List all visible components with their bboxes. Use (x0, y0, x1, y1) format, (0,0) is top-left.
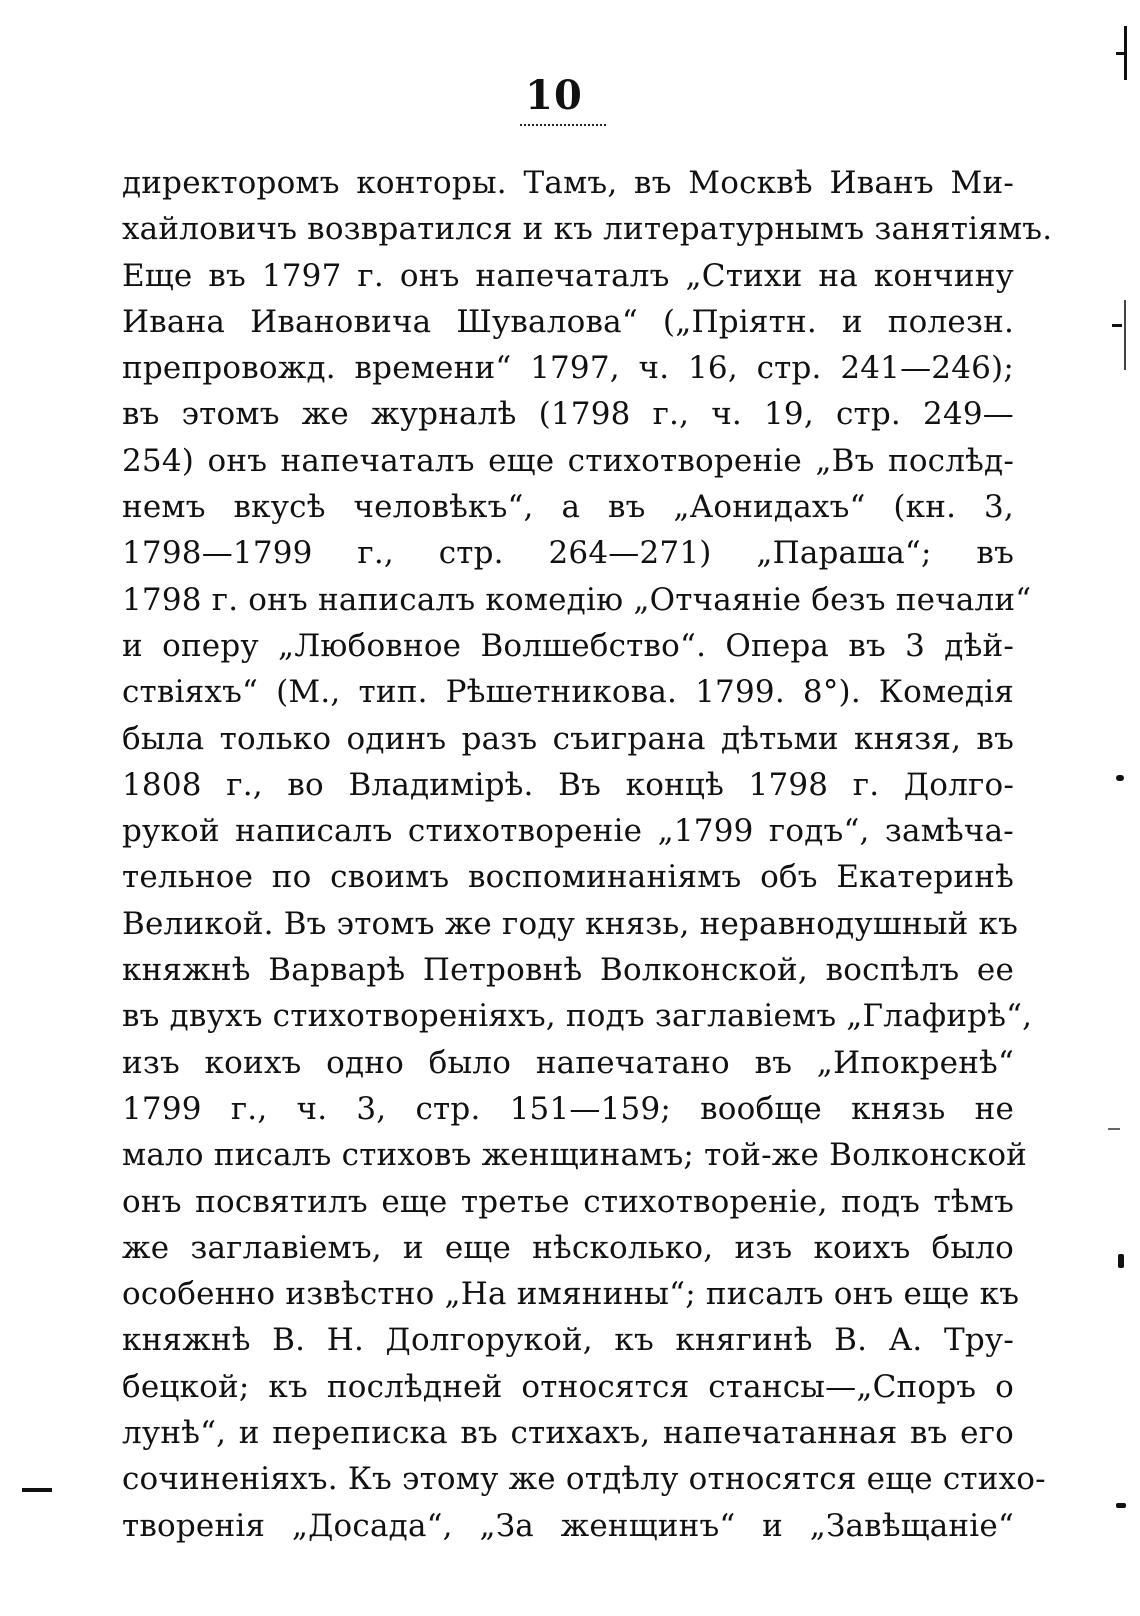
body-text (122, 160, 1053, 1549)
text-line: княжнѣ В. Н. Долгорукой, къ княгинѣ В. А. Тру- (122, 1322, 1014, 1359)
text-line: княжнѣ Варварѣ Петровнѣ Волконской, воспѣлъ ее (122, 952, 1014, 989)
text-line: 1808 г., во Владимірѣ. Въ концѣ 1798 г. Долго- (122, 766, 1014, 803)
text-line: 1798—1799 г., стр. 264—271) „Параша“; въ (122, 535, 1014, 572)
text-line: ствіяхъ“ (М., тип. Рѣшетникова. 1799. 8°). Комедія (122, 674, 1014, 711)
text-line: хайловичъ возвратился и къ литературнымъ занятіямъ. (122, 211, 1053, 248)
scan-mark (1118, 1254, 1124, 1268)
text-line: изъ коихъ одно было напечатано въ „Ипокренѣ“ (122, 1044, 1014, 1081)
scan-mark (22, 1488, 52, 1492)
text-line: онъ посвятилъ еще третье стихотвореніе, подъ тѣмъ (122, 1183, 1014, 1220)
text-line: тельное по своимъ воспоминаніямъ объ Екатеринѣ (122, 859, 1014, 896)
text-line: директоромъ конторы. Тамъ, въ Москвѣ Иванъ Ми- (122, 165, 1014, 201)
text-line: Еще въ 1797 г. онъ напечаталъ „Стихи на кончину (122, 257, 1014, 294)
text-line: лунѣ“, и переписка въ стихахъ, напечатанная въ его (122, 1415, 1014, 1452)
scan-mark (1112, 324, 1122, 327)
text-line: бецкой; къ послѣдней относятся стансы—„Споръ о (122, 1368, 1014, 1405)
text-line: особенно извѣстно „На имянины“; писалъ онъ еще къ (122, 1276, 1020, 1313)
page-number: 10 (525, 72, 583, 119)
page-number-rule (520, 124, 606, 126)
text-line: сочиненіяхъ. Къ этому же отдѣлу относятся еще стихо- (122, 1461, 1046, 1498)
text-line: и оперу „Любовное Волшебство“. Опера въ 3 дѣй- (122, 627, 1014, 664)
text-line: рукой написалъ стихотвореніе „1799 годъ“, замѣча- (122, 813, 1014, 850)
text-line: 254) онъ напечаталъ еще стихотвореніе „Въ послѣд- (122, 442, 1014, 479)
text-line: 1798 г. онъ написалъ комедію „Отчаяніе безъ печали“ (122, 581, 1032, 618)
text-line: Великой. Въ этомъ же году князь, неравнодушный къ (122, 905, 1019, 942)
scan-mark (1108, 1128, 1120, 1130)
scan-mark (1116, 1503, 1126, 1508)
scan-mark (1116, 775, 1124, 781)
text-line: 1799 г., ч. 3, стр. 151—159; вообще князь не (122, 1090, 1014, 1127)
text-line: же заглавіемъ, и еще нѣсколько, изъ коихъ было (122, 1229, 1014, 1266)
text-line: въ двухъ стихотвореніяхъ, подъ заглавіемъ „Глафирѣ“, (122, 998, 1033, 1035)
text-line: творенія „Досада“, „За женщинъ“ и „Завѣщаніе“ (122, 1507, 1014, 1544)
scan-mark (1124, 300, 1126, 370)
text-line: Ивана Ивановича Шувалова“ („Пріятн. и полезн. (122, 303, 1014, 340)
scan-mark (1116, 52, 1126, 55)
text-line: препровожд. времени“ 1797, ч. 16, стр. 241—246); (122, 350, 1014, 387)
text-line: въ этомъ же журналѣ (1798 г., ч. 19, стр. 249— (122, 396, 1014, 433)
text-line: была только одинъ разъ съиграна дѣтьми князя, въ (122, 720, 1014, 757)
text-line: мало писалъ стиховъ женщинамъ; той-же Волконской (122, 1137, 1028, 1174)
text-line: немъ вкусѣ человѣкъ“, а въ „Аонидахъ“ (кн. 3, (122, 489, 1014, 526)
